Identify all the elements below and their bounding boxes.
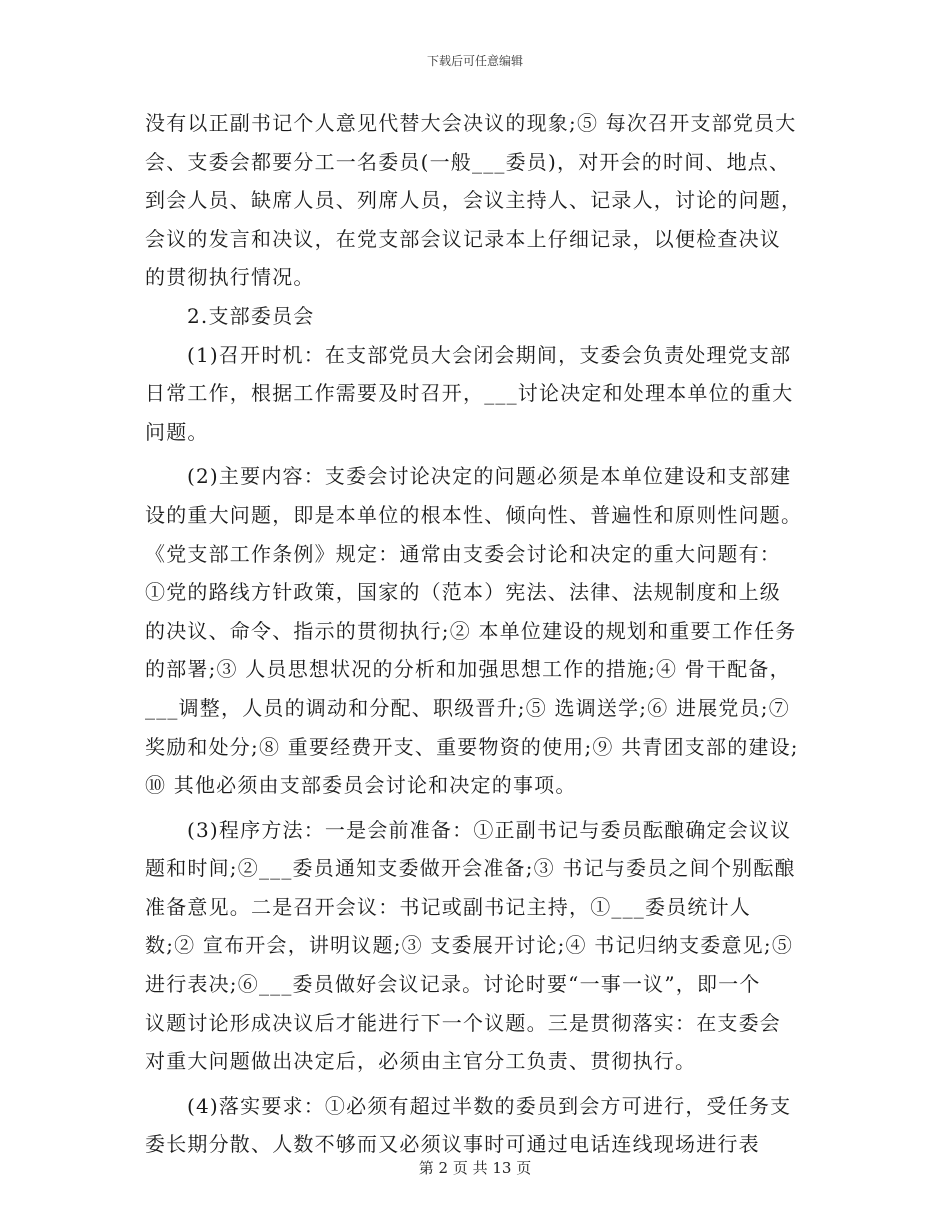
paragraph-line: (2)主要内容：支委会讨论决定的问题必须是本单位建设和支部建 [187, 464, 792, 489]
paragraph-line: 对重大问题做出决定后，必须由主官分工负责、贯彻执行。 [145, 1049, 697, 1074]
paragraph-line: ___调整，人员的调动和分配、职级晋升;⑤ 选调送学;⑥ 进展党员;⑦ [145, 695, 790, 720]
paragraph-line: 委长期分散、人数不够而又必须议事时可通过电话连线现场进行表 [145, 1132, 760, 1157]
paragraph-line: 的决议、命令、指示的贯彻执行;② 本单位建设的规划和重要工作任务 [145, 618, 797, 643]
paragraph-line: 问题。 [145, 419, 209, 444]
paragraph-line: (4)落实要求：①必须有超过半数的委员到会方可进行，受任务支 [187, 1093, 792, 1118]
paragraph-line: 会、支委会都要分工一名委员(一般___委员)，对开会的时间、地点、 [145, 149, 791, 174]
page-number: 第 2 页 共 13 页 [418, 1159, 532, 1177]
paragraph-line: 的部署;③ 人员思想状况的分析和加强思想工作的措施;④ 骨干配备， [145, 657, 791, 682]
document-body [145, 104, 810, 1164]
paragraph-line: 题和时间;②___委员通知支委做开会准备;③ 书记与委员之间个别酝酿 [145, 856, 796, 881]
paragraph-line: 议题讨论形成决议后才能进行下一个议题。三是贯彻落实：在支委会 [145, 1010, 781, 1035]
paragraph-line: 准备意见。二是召开会议：书记或副书记主持，①___委员统计人 [145, 894, 751, 919]
paragraph-line: 设的重大问题，即是本单位的根本性、倾向性、普遍性和原则性问题。 [145, 502, 803, 527]
paragraph-line: 《党支部工作条例》规定：通常由支委会讨论和决定的重大问题有： [145, 541, 781, 566]
paragraph-line: 奖励和处分;⑧ 重要经费开支、重要物资的使用;⑨ 共青团支部的建设; [145, 734, 799, 759]
section-heading: 2.支部委员会 [187, 303, 315, 328]
page-header: 下载后可任意编辑 [426, 54, 523, 68]
paragraph-line: 到会人员、缺席人员、列席人员，会议主持人、记录人，讨论的问题， [145, 188, 803, 213]
paragraph-line: (3)程序方法：一是会前准备：①正副书记与委员酝酿确定会议议 [187, 817, 792, 842]
paragraph-line: 会议的发言和决议，在党支部会议记录本上仔细记录，以便检查决议 [145, 226, 781, 251]
paragraph-line: ①党的路线方针政策，国家的（范本）宪法、法律、法规制度和上级 [145, 580, 781, 605]
paragraph-line: 进行表决;⑥___委员做好会议记录。讨论时要“一事一议”，即一个 [145, 972, 761, 997]
paragraph-line: 数;② 宣布开会，讲明议题;③ 支委展开讨论;④ 书记归纳支委意见;⑤ [145, 933, 794, 958]
paragraph-line: 的贯彻执行情况。 [145, 265, 315, 290]
paragraph-line: ⑩ 其他必须由支部委员会讨论和决定的事项。 [145, 773, 577, 798]
paragraph-line: 没有以正副书记个人意见代替大会决议的现象;⑤ 每次召开支部党员大 [145, 111, 797, 135]
paragraph-line: (1)召开时机：在支部党员大会闭会期间，支委会负责处理党支部 [187, 342, 792, 367]
paragraph-line: 日常工作，根据工作需要及时召开，___讨论决定和处理本单位的重大 [145, 381, 794, 406]
